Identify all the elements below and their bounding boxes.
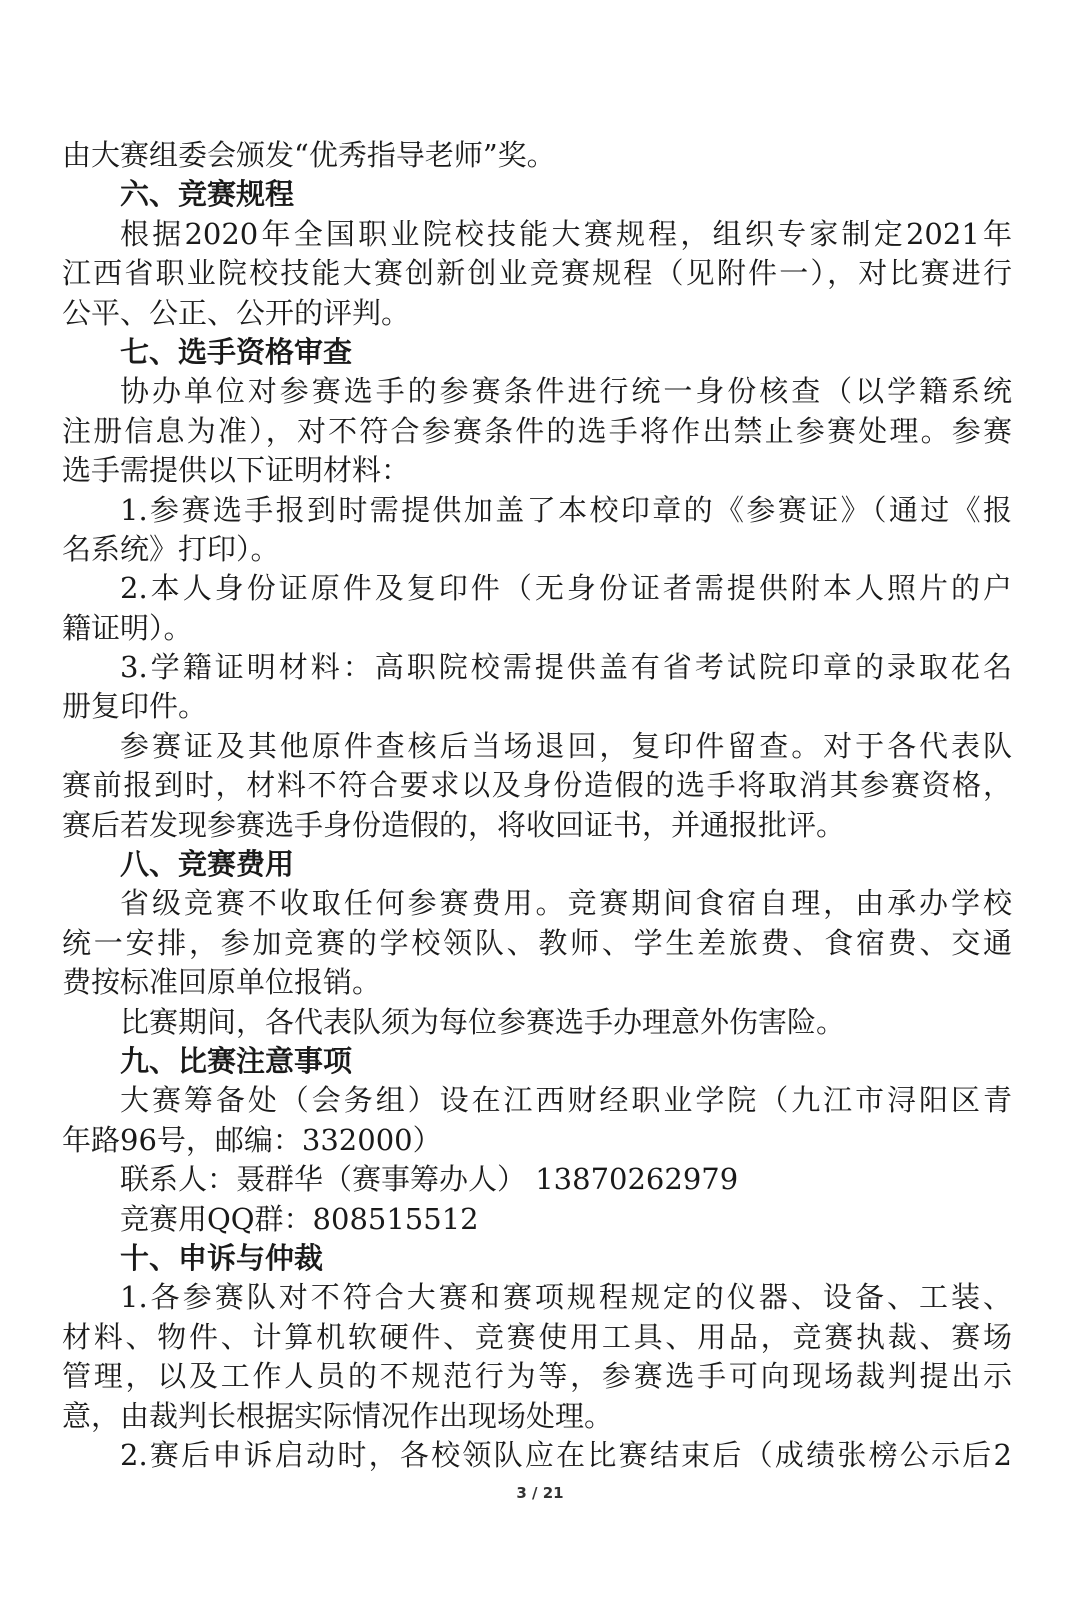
text-line: 公平、公正、公开的评判。 xyxy=(62,295,411,330)
text-line: 材料、物件、计算机软硬件、竞赛使用工具、用品，竞赛执裁、赛场 xyxy=(62,1319,1012,1354)
text-line: 根据2020年全国职业院校技能大赛规程，组织专家制定2021年 xyxy=(120,216,1012,251)
text-line: 选手需提供以下证明材料： xyxy=(62,453,411,488)
section-heading: 六、竞赛规程 xyxy=(120,177,295,212)
text-line: 省级竞赛不收取任何参赛费用。竞赛期间食宿自理，由承办学校 xyxy=(120,886,1012,921)
text-line: 费按标准回原单位报销。 xyxy=(62,965,382,1000)
section-heading: 八、竞赛费用 xyxy=(120,847,295,882)
text-line: 比赛期间，各代表队须为每位参赛选手办理意外伤害险。 xyxy=(120,1004,846,1039)
text-line: 注册信息为准），对不符合参赛条件的选手将作出禁止参赛处理。参赛 xyxy=(62,413,1012,448)
text-line: 年路96号，邮编：332000） xyxy=(62,1122,442,1157)
text-line: 参赛证及其他原件查核后当场退回，复印件留查。对于各代表队 xyxy=(120,728,1012,763)
text-line: 统一安排，参加竞赛的学校领队、教师、学生差旅费、食宿费、交通 xyxy=(62,925,1012,960)
section-heading: 七、选手资格审查 xyxy=(120,334,353,369)
text-line: 1.各参赛队对不符合大赛和赛项规程规定的仪器、设备、工装、 xyxy=(120,1280,1012,1315)
document-body xyxy=(62,136,1012,1475)
text-line: 赛后若发现参赛选手身份造假的，将收回证书，并通报批评。 xyxy=(62,807,846,842)
section-heading: 十、申诉与仲裁 xyxy=(120,1240,324,1275)
text-line: 1.参赛选手报到时需提供加盖了本校印章的《参赛证》（通过《报 xyxy=(120,492,1012,527)
text-line: 赛前报到时，材料不符合要求以及身份造假的选手将取消其参赛资格， xyxy=(62,768,1012,803)
text-line: 大赛筹备处（会务组）设在江西财经职业学院（九江市浔阳区青 xyxy=(120,1083,1012,1118)
text-line: 江西省职业院校技能大赛创新创业竞赛规程（见附件一），对比赛进行 xyxy=(62,256,1012,291)
text-line: 2.本人身份证原件及复印件（无身份证者需提供附本人照片的户 xyxy=(120,571,1012,606)
text-line: 2.赛后申诉启动时，各校领队应在比赛结束后（成绩张榜公示后2 xyxy=(120,1437,1012,1472)
text-line: 册复印件。 xyxy=(62,689,208,724)
text-line: 竞赛用QQ群：808515512 xyxy=(120,1201,479,1236)
text-line: 由大赛组委会颁发“优秀指导老师”奖。 xyxy=(62,138,556,172)
text-line: 联系人：聂群华（赛事筹办人） 13870262979 xyxy=(120,1162,739,1197)
page-number: 3 / 21 xyxy=(516,1484,564,1502)
text-line: 名系统》打印）。 xyxy=(62,531,280,566)
text-line: 籍证明）。 xyxy=(62,610,193,645)
text-line: 意，由裁判长根据实际情况作出现场处理。 xyxy=(62,1398,614,1433)
section-heading: 九、比赛注意事项 xyxy=(120,1043,353,1078)
text-line: 协办单位对参赛选手的参赛条件进行统一身份核查（以学籍系统 xyxy=(120,374,1012,409)
text-line: 管理，以及工作人员的不规范行为等，参赛选手可向现场裁判提出示 xyxy=(62,1359,1012,1394)
text-line: 3.学籍证明材料：高职院校需提供盖有省考试院印章的录取花名 xyxy=(120,650,1012,685)
